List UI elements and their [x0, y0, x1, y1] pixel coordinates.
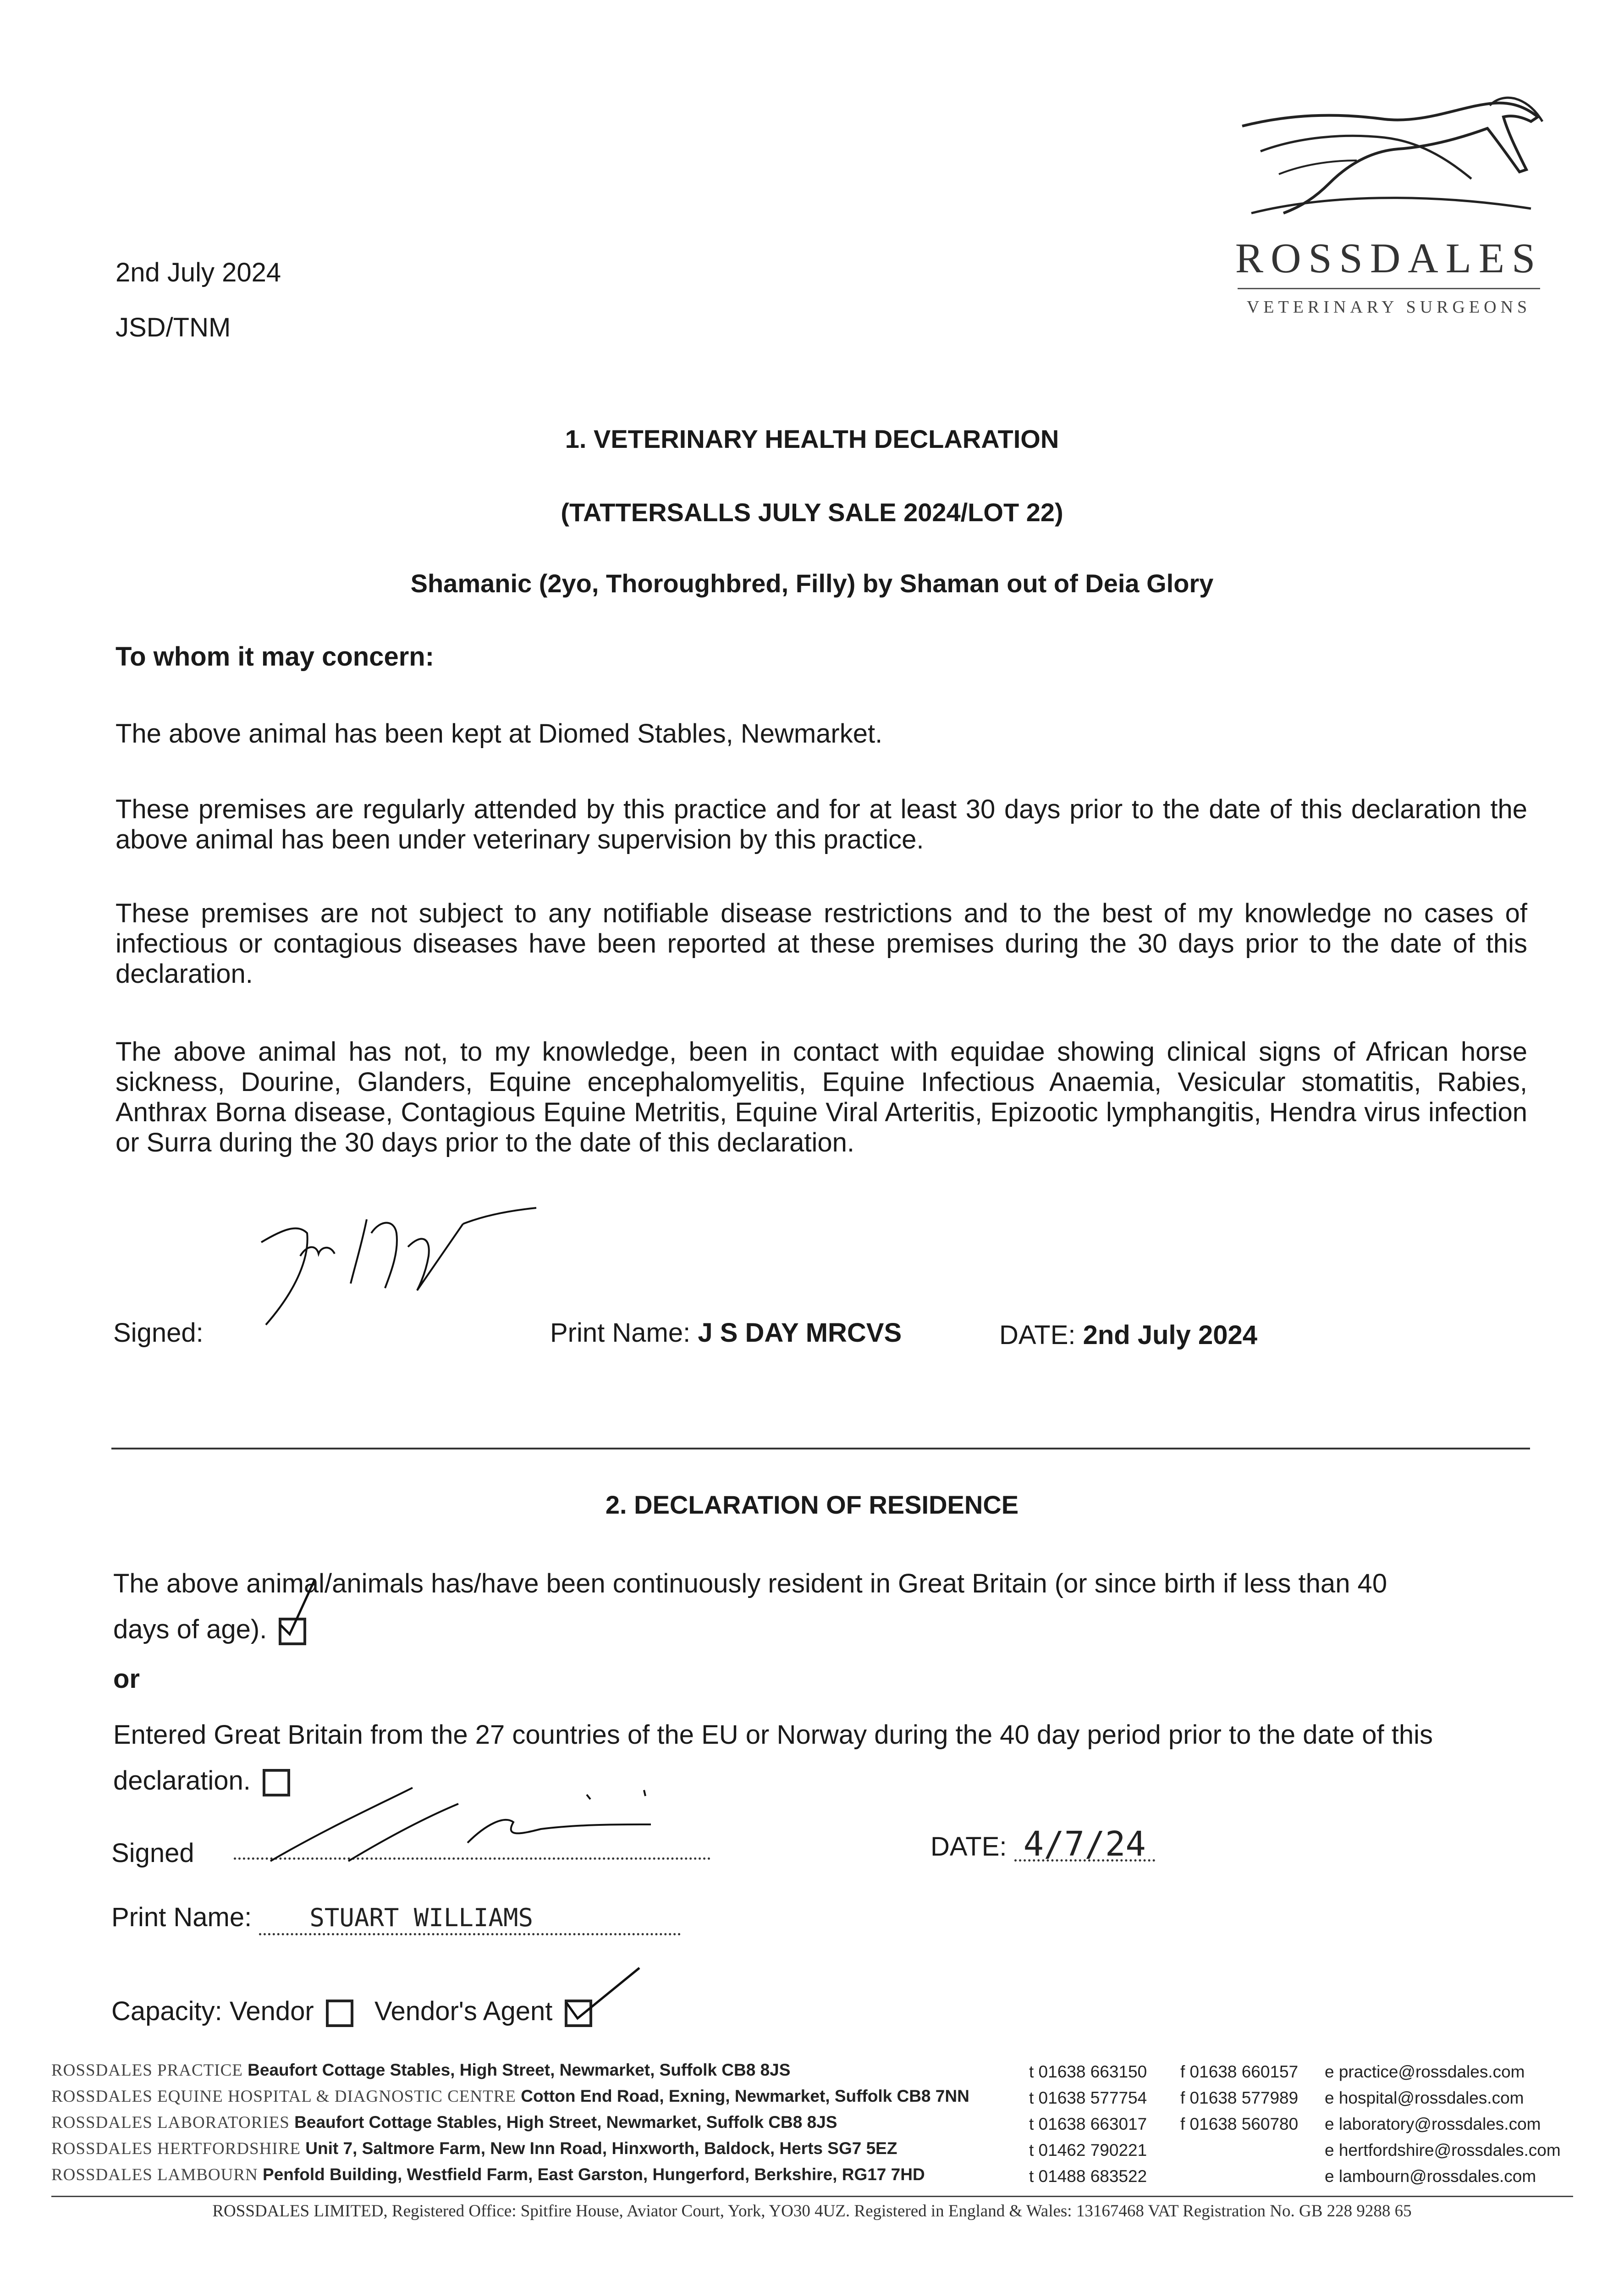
- section2-date-row: [930, 1824, 1155, 1864]
- footer-tel-hertfordshire: t 01462 790221: [1029, 2141, 1147, 2160]
- vendor-checkbox[interactable]: [326, 2000, 353, 2027]
- salutation: To whom it may concern:: [116, 642, 435, 672]
- footer-divider: [51, 2196, 1573, 2197]
- footer-email-lambourn[interactable]: e lambourn@rossdales.com: [1325, 2167, 1536, 2186]
- print-name-value: J S DAY MRCVS: [698, 1318, 902, 1348]
- footer-office-laboratories: ROSSDALES LABORATORIES Beaufort Cottage Stables, High Street, Newmarket, Suffolk CB8 8JS: [51, 2113, 837, 2132]
- footer-tel-practice: t 01638 663150: [1029, 2062, 1147, 2081]
- paragraph-premises: The above animal has been kept at Diomed Stables, Newmarket.: [116, 719, 883, 749]
- checkmark-icon: [276, 1575, 317, 1639]
- footer-office-practice: ROSSDALES PRACTICE Beaufort Cottage Stables, High Street, Newmarket, Suffolk CB8 8JS: [51, 2061, 791, 2080]
- section-divider: [111, 1448, 1530, 1449]
- print-name-label: Print Name:: [550, 1318, 691, 1348]
- paragraph-contact: The above animal has not, to my knowledge, been in contact with equidae showing clinical signs of African horse sickness, Dourine, Glanders, Equine encephalomyelitis, Equine Infectious Anaemia, Vesicular stomatitis, Rabies, Anthrax Borna disease, Contagious Equine Metritis, Equine Viral Arteritis, Epizootic lymphangitis, Hendra virus infection or Surra during the 30 days prior to the date of this declaration.: [116, 1037, 1527, 1157]
- rossdales-logo: [1233, 96, 1545, 325]
- footer-fax-practice: f 01638 660157: [1180, 2062, 1299, 2081]
- brand-tagline: VETERINARY SURGEONS: [1246, 298, 1531, 317]
- letter-date: 2nd July 2024: [116, 258, 281, 287]
- footer-office-hertfordshire: ROSSDALES HERTFORDSHIRE Unit 7, Saltmore Farm, New Inn Road, Hinxworth, Baldock, Herts SG7 5EZ: [51, 2139, 897, 2158]
- footer-email-practice[interactable]: e practice@rossdales.com: [1325, 2062, 1525, 2081]
- reference-code: JSD/TNM: [116, 313, 231, 342]
- vendor-signature: [257, 1779, 669, 1866]
- date-row: [999, 1320, 1257, 1350]
- residence-option-2-text: Entered Great Britain from the 27 countries of the EU or Norway during the 40 day period prior to the date of this declaration.: [113, 1720, 1433, 1796]
- footer-email-laboratories[interactable]: e laboratory@rossdales.com: [1325, 2115, 1541, 2133]
- residence-option-1-checkbox[interactable]: [279, 1618, 306, 1645]
- footer-fax-laboratories: f 01638 560780: [1180, 2115, 1299, 2133]
- footer-tel-laboratories: t 01638 663017: [1029, 2115, 1147, 2133]
- footer-email-hertfordshire[interactable]: e hertfordshire@rossdales.com: [1325, 2141, 1561, 2160]
- residence-option-1-text: The above animal/animals has/have been continuously resident in Great Britain (or since birth if less than 40 days of age).: [113, 1569, 1387, 1644]
- footer-registered-office: ROSSDALES LIMITED, Registered Office: Spitfire House, Aviator Court, York, YO30 4UZ. Registered in England & Wales: 13167468 VAT Registration No. GB 228 9288 65: [212, 2202, 1412, 2220]
- paragraph-restrictions: These premises are not subject to any notifiable disease restrictions and to the best of my knowledge no cases of infectious or contagious diseases have been reported at these premises during the 30 days prior to the date of this declaration.: [116, 898, 1527, 989]
- paragraph-supervision: These premises are regularly attended by this practice and for at least 30 days prior to the date of this declaration the above animal has been under veterinary supervision by this practice.: [116, 794, 1527, 854]
- date-value: 2nd July 2024: [1083, 1320, 1258, 1350]
- vendors-agent-label: Vendor's Agent: [374, 1996, 553, 2026]
- date-label: DATE:: [999, 1320, 1076, 1350]
- section2-print-name-value: STUART WILLIAMS: [259, 1903, 681, 1935]
- section2-title: 2. DECLARATION OF RESIDENCE: [605, 1490, 1019, 1519]
- capacity-label: Capacity:: [111, 1996, 222, 2026]
- section1-title: 1. VETERINARY HEALTH DECLARATION: [565, 424, 1059, 453]
- vendor-label: Vendor: [229, 1996, 314, 2026]
- brand-divider: [1238, 288, 1540, 289]
- section1-subtitle: (TATTERSALLS JULY SALE 2024/LOT 22): [561, 498, 1063, 527]
- section2-date-label: DATE:: [930, 1832, 1007, 1862]
- vendors-agent-checkbox[interactable]: [565, 2000, 592, 2027]
- animal-description: Shamanic (2yo, Thoroughbred, Filly) by Shaman out of Deia Glory: [410, 569, 1214, 598]
- horse-logo-icon: [1233, 96, 1545, 225]
- capacity-row: [111, 1996, 592, 2027]
- print-name-row: [550, 1318, 902, 1348]
- section2-print-name-row: [111, 1902, 681, 1935]
- footer-email-hospital[interactable]: e hospital@rossdales.com: [1325, 2088, 1524, 2107]
- residence-option-1: [113, 1561, 1442, 1653]
- footer-tel-hospital: t 01638 577754: [1029, 2088, 1147, 2107]
- or-label: or: [113, 1664, 140, 1694]
- section2-print-name-label: Print Name:: [111, 1902, 252, 1932]
- brand-name: ROSSDALES: [1235, 235, 1543, 281]
- signed-label: Signed:: [113, 1318, 204, 1348]
- section2-signed-label: Signed: [111, 1838, 194, 1868]
- footer-office-lambourn: ROSSDALES LAMBOURN Penfold Building, Westfield Farm, East Garston, Hungerford, Berkshire, RG17 7HD: [51, 2165, 925, 2184]
- checkmark-icon: [564, 1966, 642, 2025]
- footer-fax-hospital: f 01638 577989: [1180, 2088, 1299, 2107]
- footer-office-hospital: ROSSDALES EQUINE HOSPITAL & DIAGNOSTIC CENTRE Cotton End Road, Exning, Newmarket, Suffolk CB8 7NN: [51, 2087, 969, 2106]
- section2-date-value: 4/7/24: [1014, 1829, 1155, 1862]
- vet-signature: [257, 1201, 541, 1334]
- footer-tel-lambourn: t 01488 683522: [1029, 2167, 1147, 2186]
